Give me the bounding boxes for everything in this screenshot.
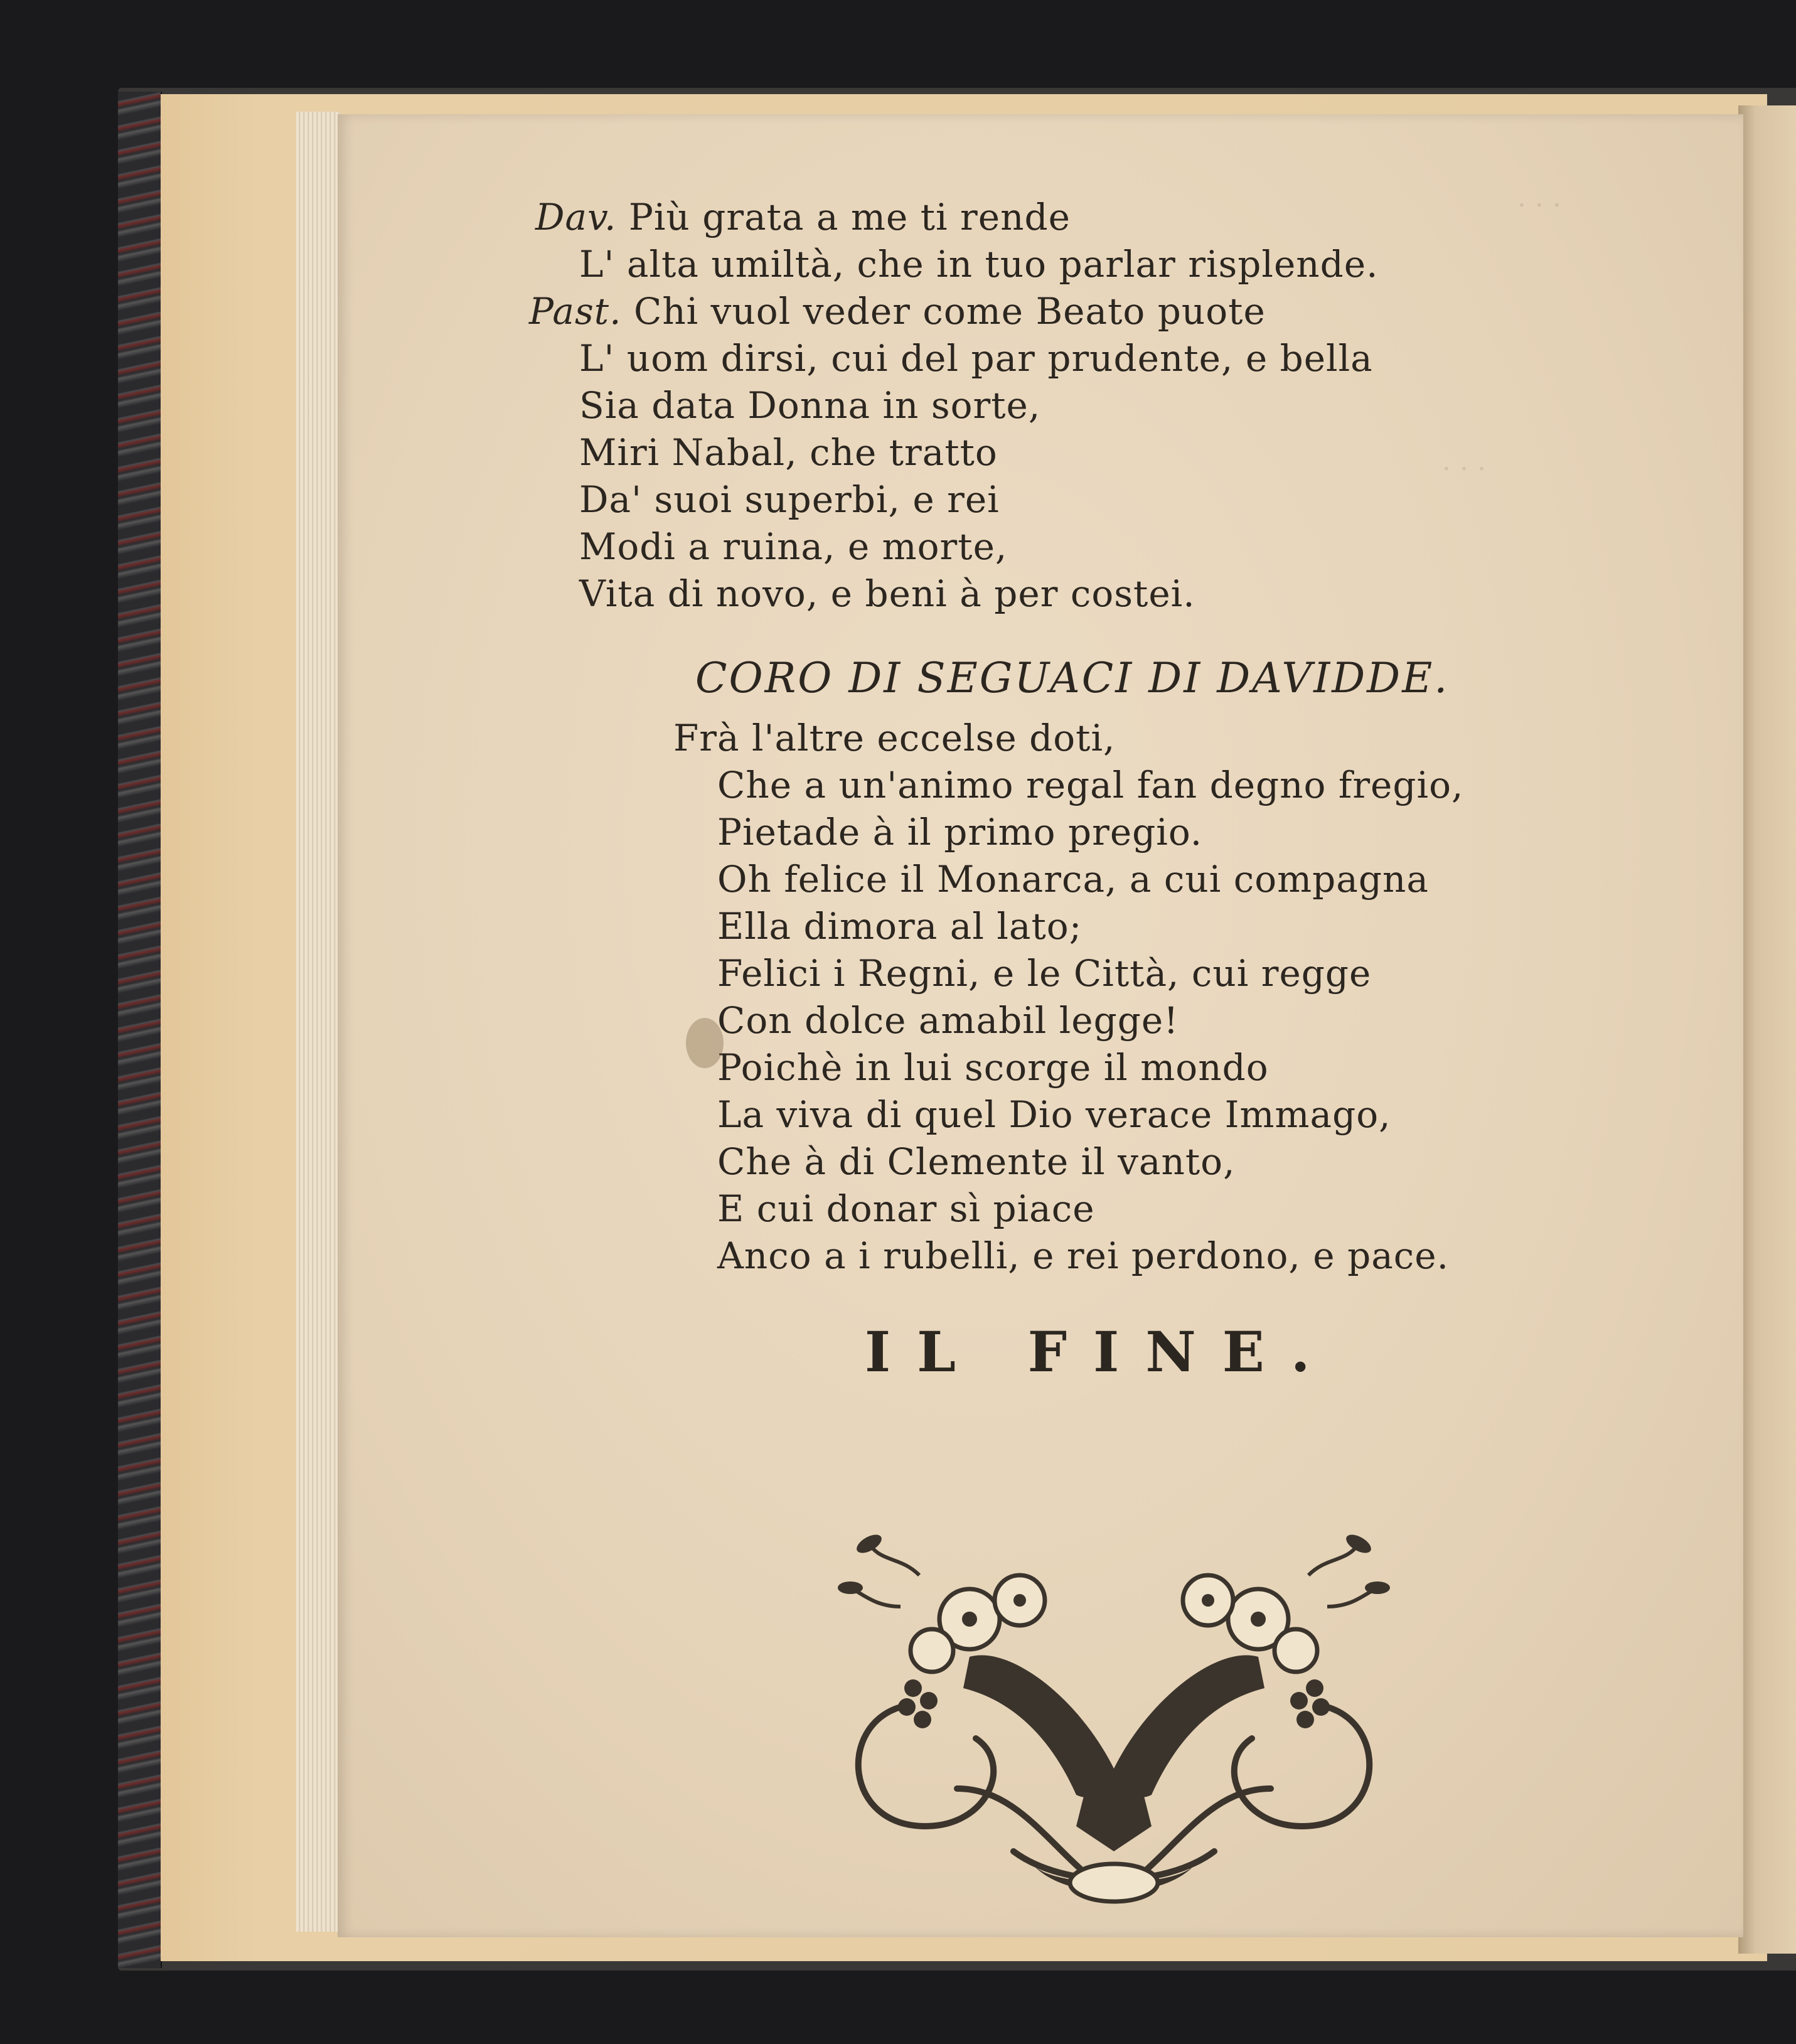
speech-line [535, 196, 1071, 238]
end-title: IL FINE. [865, 1319, 1337, 1384]
facing-page-edge [1738, 105, 1796, 1954]
verse-line: Che a un'animo regal fan degno fregio, [717, 764, 1464, 806]
marbled-board-edge [118, 92, 162, 1968]
verse-line: Frà l'altre eccelse doti, [673, 717, 1116, 759]
verse-line: L' uom dirsi, cui del par prudente, e bella [579, 337, 1373, 380]
verse-text: Chi vuol veder come Beato puote [633, 290, 1266, 333]
verse-line: Con dolce amabil legge! [717, 999, 1179, 1042]
verse-line: Da' suoi superbi, e rei [579, 478, 1000, 521]
verse-line: Felici i Regni, e le Città, cui regge [717, 952, 1372, 995]
verse-line: L' alta umiltà, che in tuo parlar risplende. [579, 243, 1379, 286]
verse-line: Oh felice il Monarca, a cui compagna [717, 858, 1429, 901]
verse-line: Modi a ruina, e morte, [579, 525, 1008, 568]
verse-line: Ella dimora al lato; [717, 905, 1082, 948]
speech-line [529, 290, 1266, 333]
verse-line: Vita di novo, e beni à per costei. [579, 572, 1195, 615]
verse-line: La viva di quel Dio verace Immago, [717, 1093, 1391, 1136]
chorus-heading: CORO DI SEGUACI DI DAVIDDE. [695, 654, 1450, 702]
ink-stain [686, 1018, 724, 1068]
verse-line: Pietade à il primo pregio. [717, 811, 1203, 853]
floral-cornucopia-ornament [825, 1500, 1403, 1927]
speaker-label: Dav. [535, 196, 617, 238]
verse-text: Più grata a me ti rende [628, 196, 1071, 238]
verse-line: Sia data Donna in sorte, [579, 384, 1041, 427]
speaker-label: Past. [529, 290, 622, 333]
verse-line: Miri Nabal, che tratto [579, 431, 998, 474]
verse-line: E cui donar sì piace [717, 1187, 1095, 1230]
verse-line: Poichè in lui scorge il mondo [717, 1046, 1269, 1089]
printed-page: · · · · · · Dav. Più grata a me ti rende L' alta umiltà, che in tuo parlar risplende. Past. Chi vuol veder come Beato puote L' uom dirsi, cui del par prudente, e bella Sia data Donna in sorte, Miri Nabal, che tratto Da' suoi superbi, e rei Modi a ruina, e morte, Vita di novo, e beni à per costei. CORO DI SEGUACI DI DAVIDDE. Frà l'altre eccelse doti, Che a un'animo regal fan degno fregio, Pietade à il primo pregio. Oh felice il Monarca, a cui compagna Ella dimora al lato; Felici i Regni, e le Città, cui regge Con dolce amabil legge! Poichè in lui scorge il mondo La viva di quel Dio verace Immago, Che à di Clemente il vanto, E cui donar sì piace Anco a i rubelli, e rei perdono, e pace. IL FINE. [338, 114, 1743, 1937]
page-stack-edges [296, 112, 340, 1932]
verse-line: Che à di Clemente il vanto, [717, 1140, 1236, 1183]
verse-line: Anco a i rubelli, e rei perdono, e pace. [717, 1234, 1450, 1277]
